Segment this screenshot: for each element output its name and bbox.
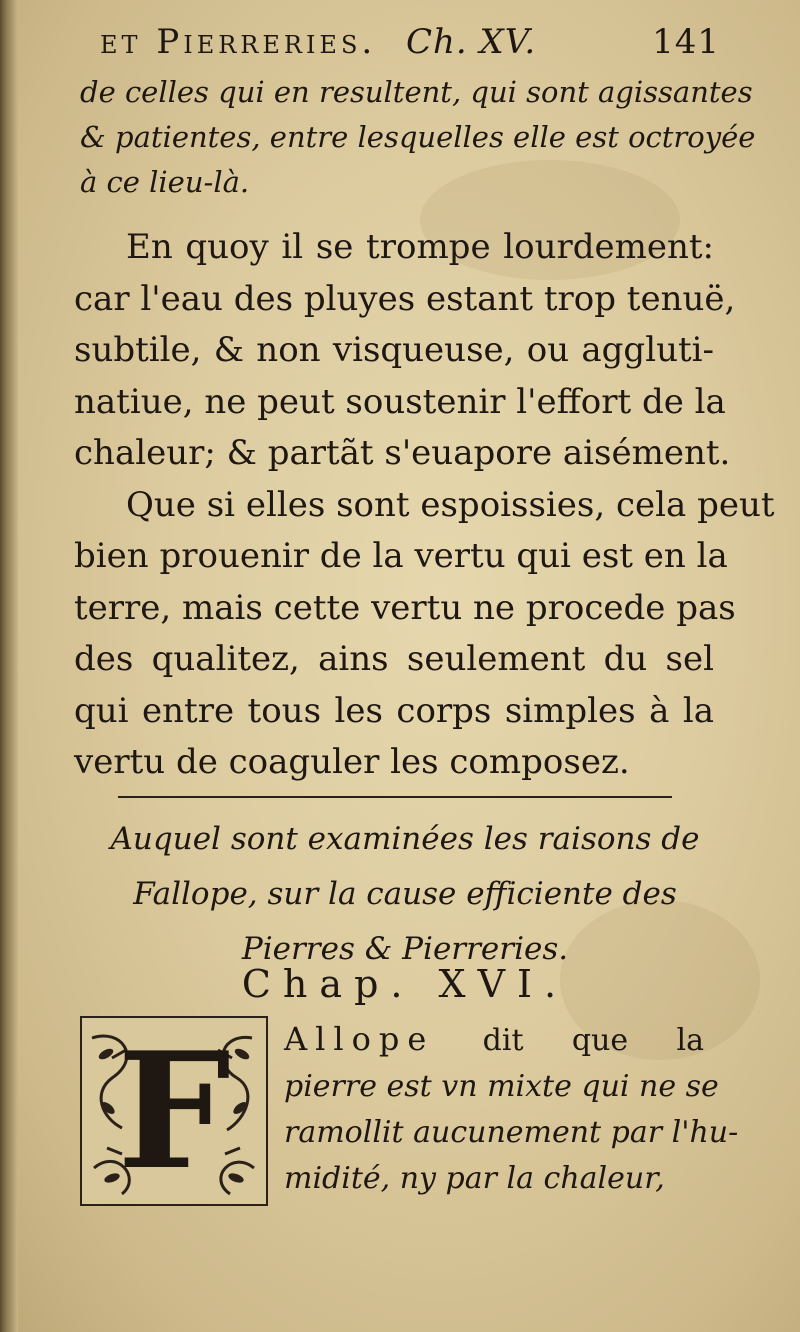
text-fragment: dit que la xyxy=(482,1023,704,1058)
running-head-title: et Pierreries. xyxy=(100,22,377,62)
chapter-heading xyxy=(90,812,720,977)
italic-paragraph xyxy=(80,70,756,205)
opening-word: Allope xyxy=(284,1020,435,1058)
text-line: des qualitez, ains seulement du sel xyxy=(74,639,714,679)
text-line xyxy=(284,1016,704,1064)
section-divider xyxy=(118,796,672,798)
text-line: & patientes, entre lesquelles elle est octroyée xyxy=(80,120,756,154)
chapter-opening-paragraph xyxy=(284,1016,739,1202)
text-line: subtile, & non visqueuse, ou aggluti- xyxy=(74,330,714,370)
text-line: bien prouenir de la vertu qui est en la xyxy=(74,536,728,576)
text-line: à ce lieu-là. xyxy=(80,165,250,199)
binding-gutter xyxy=(0,0,18,1332)
text-line: En quoy il se trompe lourdement: xyxy=(126,227,714,267)
heading-line: Auquel sont examinées les raisons de xyxy=(110,821,700,857)
heading-line: Fallope, sur la cause efficiente des xyxy=(133,876,677,912)
page-number: 141 xyxy=(652,22,720,62)
text-line: car l'eau des pluyes estant trop tenuë, xyxy=(74,278,736,319)
text-line: natiue, ne peut soustenir l'effort de la xyxy=(74,381,726,422)
text-line: qui entre tous les corps simples à la xyxy=(74,690,714,731)
text-line: vertu de coaguler les composez. xyxy=(74,742,630,782)
body-text xyxy=(74,222,775,789)
chapter-number: Chap. XVI. xyxy=(241,962,569,1006)
text-line: ramollit aucunement par l'hu- xyxy=(284,1115,739,1150)
text-line: Que si elles sont espoissies, cela peut xyxy=(126,484,775,525)
running-head xyxy=(100,22,720,72)
text-line: chaleur; & partãt s'euapore aisément. xyxy=(74,433,731,473)
running-head-chapter: Ch. XV. xyxy=(406,22,537,62)
text-line: de celles qui en resultent, qui sont agissantes xyxy=(80,75,753,109)
heading-line: Pierres & Pierreries. xyxy=(241,931,569,967)
text-line: pierre est vn mixte qui ne se xyxy=(284,1069,719,1104)
text-line: terre, mais cette vertu ne procede pas xyxy=(74,587,736,628)
initial-letter: F xyxy=(117,1017,231,1205)
decorated-initial xyxy=(80,1016,268,1206)
text-line: midité, ny par la chaleur, xyxy=(284,1161,665,1196)
